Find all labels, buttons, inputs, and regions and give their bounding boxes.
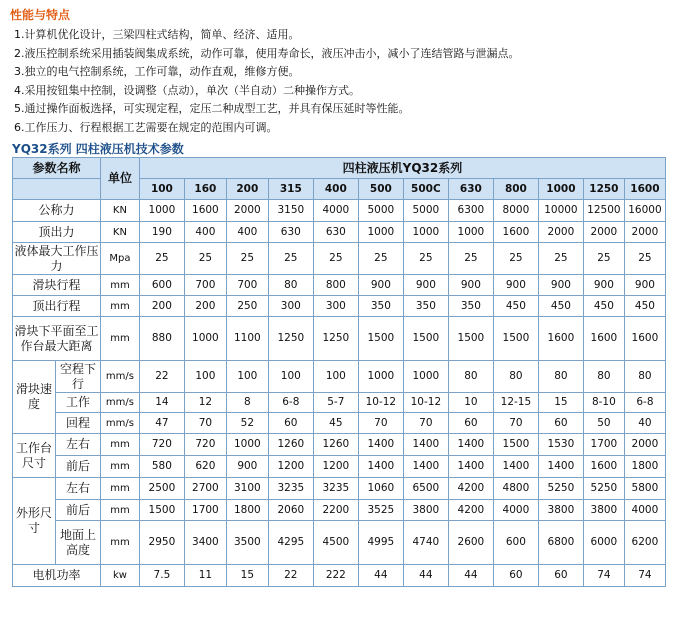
value-cell: 1400 [358, 434, 403, 456]
value-cell: 100 [268, 361, 313, 393]
value-cell: 60 [268, 413, 313, 434]
unit-cell: mm [101, 500, 140, 521]
unit-cell: mm [101, 434, 140, 456]
value-cell: 100 [313, 361, 358, 393]
value-cell: 1600 [583, 456, 624, 478]
value-cell: 2000 [583, 222, 624, 243]
value-cell: 60 [538, 413, 583, 434]
value-cell: 3235 [268, 478, 313, 500]
value-cell: 1200 [313, 456, 358, 478]
value-cell: 22 [139, 361, 184, 393]
value-cell: 1530 [538, 434, 583, 456]
value-cell: 6200 [624, 521, 665, 565]
value-cell: 190 [139, 222, 184, 243]
value-cell: 3525 [358, 500, 403, 521]
value-cell: 5000 [403, 200, 448, 222]
value-cell: 1000 [358, 222, 403, 243]
value-cell: 900 [358, 275, 403, 296]
header-param-blank [13, 179, 101, 200]
value-cell: 4995 [358, 521, 403, 565]
value-cell: 1600 [624, 317, 665, 361]
value-cell: 80 [493, 361, 538, 393]
value-cell: 6500 [403, 478, 448, 500]
value-cell: 1500 [493, 434, 538, 456]
model-header: 315 [268, 179, 313, 200]
table-row [13, 296, 666, 317]
unit-cell: kw [101, 565, 140, 587]
unit-cell: Mpa [101, 243, 140, 275]
value-cell: 300 [268, 296, 313, 317]
table-row [13, 393, 666, 413]
value-cell: 1600 [184, 200, 226, 222]
value-cell: 350 [358, 296, 403, 317]
value-cell: 4000 [493, 500, 538, 521]
feature-item: 6.工作压力、行程根据工艺需要在规定的范围内可调。 [14, 120, 278, 134]
value-cell: 1200 [268, 456, 313, 478]
value-cell: 800 [313, 275, 358, 296]
value-cell: 1250 [268, 317, 313, 361]
value-cell: 880 [139, 317, 184, 361]
value-cell: 4200 [448, 478, 493, 500]
model-header: 100 [139, 179, 184, 200]
sub-label: 空程下行 [55, 361, 100, 393]
value-cell: 200 [139, 296, 184, 317]
spec-table [12, 157, 666, 587]
value-cell: 620 [184, 456, 226, 478]
value-cell: 900 [226, 456, 268, 478]
feature-item: 2.液压控制系统采用插装阀集成系统，动作可靠，使用寿命长，液压冲击小，减小了连结管路与泄漏点。 [14, 46, 520, 60]
value-cell: 1500 [403, 317, 448, 361]
value-cell: 6300 [448, 200, 493, 222]
value-cell: 25 [448, 243, 493, 275]
value-cell: 600 [139, 275, 184, 296]
value-cell: 900 [624, 275, 665, 296]
model-header: 500C [403, 179, 448, 200]
value-cell: 10000 [538, 200, 583, 222]
sub-label: 前后 [55, 500, 100, 521]
value-cell: 4000 [313, 200, 358, 222]
value-cell: 450 [624, 296, 665, 317]
model-header: 500 [358, 179, 403, 200]
value-cell: 720 [184, 434, 226, 456]
model-header: 400 [313, 179, 358, 200]
value-cell: 222 [313, 565, 358, 587]
value-cell: 1800 [226, 500, 268, 521]
value-cell: 1000 [226, 434, 268, 456]
unit-cell: mm [101, 521, 140, 565]
value-cell: 2200 [313, 500, 358, 521]
value-cell: 80 [448, 361, 493, 393]
value-cell: 3800 [403, 500, 448, 521]
value-cell: 1400 [403, 456, 448, 478]
value-cell: 200 [184, 296, 226, 317]
table-row [13, 434, 666, 456]
value-cell: 2000 [538, 222, 583, 243]
unit-cell: KN [101, 200, 140, 222]
value-cell: 74 [583, 565, 624, 587]
value-cell: 1400 [448, 434, 493, 456]
value-cell: 8000 [493, 200, 538, 222]
value-cell: 350 [448, 296, 493, 317]
value-cell: 25 [139, 243, 184, 275]
value-cell: 1500 [448, 317, 493, 361]
value-cell: 4740 [403, 521, 448, 565]
value-cell: 450 [583, 296, 624, 317]
value-cell: 5250 [583, 478, 624, 500]
unit-cell: mm/s [101, 393, 140, 413]
value-cell: 70 [493, 413, 538, 434]
group-label: 工作台尺寸 [13, 434, 56, 478]
value-cell: 5-7 [313, 393, 358, 413]
value-cell: 1000 [139, 200, 184, 222]
feature-item: 4.采用按钮集中控制，设调整（点动），单次（半自动）二种操作方式。 [14, 83, 360, 97]
value-cell: 80 [583, 361, 624, 393]
value-cell: 1600 [493, 222, 538, 243]
value-cell: 900 [538, 275, 583, 296]
unit-cell: mm [101, 275, 140, 296]
value-cell: 4295 [268, 521, 313, 565]
value-cell: 25 [313, 243, 358, 275]
header-series: 四柱液压机YQ32系列 [139, 158, 665, 179]
value-cell: 22 [268, 565, 313, 587]
value-cell: 580 [139, 456, 184, 478]
value-cell: 700 [184, 275, 226, 296]
param-label: 滑块行程 [13, 275, 101, 296]
value-cell: 50 [583, 413, 624, 434]
param-label: 滑块下平面至工作台最大距离 [13, 317, 101, 361]
table-row [13, 521, 666, 565]
table-row [13, 275, 666, 296]
param-label: 公称力 [13, 200, 101, 222]
value-cell: 60 [538, 565, 583, 587]
header-unit: 单位 [101, 158, 140, 200]
value-cell: 1260 [268, 434, 313, 456]
value-cell: 1000 [358, 361, 403, 393]
value-cell: 630 [313, 222, 358, 243]
value-cell: 74 [624, 565, 665, 587]
value-cell: 3500 [226, 521, 268, 565]
value-cell: 4200 [448, 500, 493, 521]
feature-list [14, 26, 520, 137]
value-cell: 1000 [403, 361, 448, 393]
value-cell: 10-12 [358, 393, 403, 413]
value-cell: 12 [184, 393, 226, 413]
value-cell: 1500 [139, 500, 184, 521]
value-cell: 3150 [268, 200, 313, 222]
value-cell: 700 [226, 275, 268, 296]
value-cell: 47 [139, 413, 184, 434]
value-cell: 1250 [313, 317, 358, 361]
value-cell: 4000 [624, 500, 665, 521]
feature-item: 1.计算机优化设计，三梁四柱式结构，简单、经济、适用。 [14, 28, 300, 41]
value-cell: 3235 [313, 478, 358, 500]
value-cell: 60 [493, 565, 538, 587]
table-row [13, 200, 666, 222]
value-cell: 720 [139, 434, 184, 456]
value-cell: 250 [226, 296, 268, 317]
value-cell: 80 [538, 361, 583, 393]
value-cell: 11 [184, 565, 226, 587]
value-cell: 52 [226, 413, 268, 434]
value-cell: 25 [583, 243, 624, 275]
unit-cell: mm/s [101, 361, 140, 393]
value-cell: 1600 [583, 317, 624, 361]
value-cell: 60 [448, 413, 493, 434]
table-row [13, 317, 666, 361]
sub-label: 工作 [55, 393, 100, 413]
param-label: 液体最大工作压力 [14, 243, 99, 273]
model-header: 160 [184, 179, 226, 200]
header-param: 参数名称 [13, 158, 101, 179]
value-cell: 25 [538, 243, 583, 275]
value-cell: 1000 [184, 317, 226, 361]
model-header: 1000 [538, 179, 583, 200]
model-header: 200 [226, 179, 268, 200]
value-cell: 100 [226, 361, 268, 393]
value-cell: 80 [268, 275, 313, 296]
value-cell: 1600 [538, 317, 583, 361]
value-cell: 900 [403, 275, 448, 296]
model-header: 1250 [583, 179, 624, 200]
sub-label: 左右 [55, 434, 100, 456]
table-row [13, 222, 666, 243]
value-cell: 6800 [538, 521, 583, 565]
value-cell: 1500 [358, 317, 403, 361]
unit-cell: mm/s [101, 413, 140, 434]
value-cell: 900 [448, 275, 493, 296]
table-row [13, 361, 666, 393]
value-cell: 2000 [624, 434, 665, 456]
value-cell: 10-12 [403, 393, 448, 413]
value-cell: 15 [538, 393, 583, 413]
unit-cell: KN [101, 222, 140, 243]
value-cell: 1700 [583, 434, 624, 456]
sub-label: 回程 [55, 413, 100, 434]
value-cell: 44 [448, 565, 493, 587]
value-cell: 40 [624, 413, 665, 434]
value-cell: 900 [583, 275, 624, 296]
value-cell: 25 [268, 243, 313, 275]
value-cell: 44 [403, 565, 448, 587]
value-cell: 3400 [184, 521, 226, 565]
table-row [13, 565, 666, 587]
param-label: 电机功率 [13, 565, 101, 587]
value-cell: 6-8 [268, 393, 313, 413]
value-cell: 5800 [624, 478, 665, 500]
value-cell: 1400 [358, 456, 403, 478]
sub-label: 地面上高度 [55, 521, 100, 565]
value-cell: 5000 [358, 200, 403, 222]
value-cell: 900 [493, 275, 538, 296]
value-cell: 2060 [268, 500, 313, 521]
param-label: 顶出行程 [13, 296, 101, 317]
value-cell: 25 [624, 243, 665, 275]
value-cell: 2500 [139, 478, 184, 500]
table-row [13, 500, 666, 521]
table-row [13, 456, 666, 478]
value-cell: 2950 [139, 521, 184, 565]
value-cell: 45 [313, 413, 358, 434]
table-title: YQ32系列 四柱液压机技术参数 [12, 142, 184, 156]
value-cell: 2700 [184, 478, 226, 500]
value-cell: 44 [358, 565, 403, 587]
value-cell: 6000 [583, 521, 624, 565]
value-cell: 600 [493, 521, 538, 565]
unit-cell: mm [101, 296, 140, 317]
value-cell: 70 [358, 413, 403, 434]
value-cell: 3800 [538, 500, 583, 521]
unit-cell: mm [101, 456, 140, 478]
model-header: 630 [448, 179, 493, 200]
value-cell: 1000 [448, 222, 493, 243]
value-cell: 12-15 [493, 393, 538, 413]
sub-label: 前后 [55, 456, 100, 478]
table-row [13, 243, 666, 275]
value-cell: 1000 [403, 222, 448, 243]
value-cell: 1400 [448, 456, 493, 478]
value-cell: 10 [448, 393, 493, 413]
value-cell: 15 [226, 565, 268, 587]
unit-cell: mm [101, 478, 140, 500]
value-cell: 6-8 [624, 393, 665, 413]
value-cell: 1060 [358, 478, 403, 500]
value-cell: 300 [313, 296, 358, 317]
value-cell: 4500 [313, 521, 358, 565]
value-cell: 5250 [538, 478, 583, 500]
table-row [13, 478, 666, 500]
feature-item: 3.独立的电气控制系统，工作可靠，动作直观，维修方便。 [14, 65, 300, 78]
value-cell: 25 [493, 243, 538, 275]
group-label: 滑块速度 [13, 361, 56, 434]
model-header: 1600 [624, 179, 665, 200]
value-cell: 70 [184, 413, 226, 434]
value-cell: 3100 [226, 478, 268, 500]
value-cell: 2000 [226, 200, 268, 222]
value-cell: 1100 [226, 317, 268, 361]
value-cell: 7.5 [139, 565, 184, 587]
value-cell: 8 [226, 393, 268, 413]
unit-cell: mm [101, 317, 140, 361]
value-cell: 2000 [624, 222, 665, 243]
value-cell: 25 [184, 243, 226, 275]
value-cell: 80 [624, 361, 665, 393]
value-cell: 70 [403, 413, 448, 434]
features-title: 性能与特点 [10, 8, 71, 22]
value-cell: 100 [184, 361, 226, 393]
value-cell: 1260 [313, 434, 358, 456]
value-cell: 12500 [583, 200, 624, 222]
value-cell: 25 [226, 243, 268, 275]
value-cell: 350 [403, 296, 448, 317]
value-cell: 1400 [538, 456, 583, 478]
value-cell: 3800 [583, 500, 624, 521]
param-label: 顶出力 [13, 222, 101, 243]
value-cell: 400 [226, 222, 268, 243]
value-cell: 450 [538, 296, 583, 317]
value-cell: 16000 [624, 200, 665, 222]
value-cell: 1800 [624, 456, 665, 478]
value-cell: 1400 [403, 434, 448, 456]
feature-item: 5.通过操作面板选择，可实现定程，定压二种成型工艺，并具有保压延时等性能。 [14, 102, 410, 115]
value-cell: 25 [358, 243, 403, 275]
sub-label: 左右 [55, 478, 100, 500]
table-row [13, 413, 666, 434]
value-cell: 2600 [448, 521, 493, 565]
group-label: 外形尺寸 [13, 478, 56, 565]
value-cell: 8-10 [583, 393, 624, 413]
value-cell: 1700 [184, 500, 226, 521]
value-cell: 25 [403, 243, 448, 275]
model-header: 800 [493, 179, 538, 200]
value-cell: 1400 [493, 456, 538, 478]
value-cell: 400 [184, 222, 226, 243]
value-cell: 1500 [493, 317, 538, 361]
value-cell: 4800 [493, 478, 538, 500]
value-cell: 450 [493, 296, 538, 317]
value-cell: 630 [268, 222, 313, 243]
value-cell: 14 [139, 393, 184, 413]
